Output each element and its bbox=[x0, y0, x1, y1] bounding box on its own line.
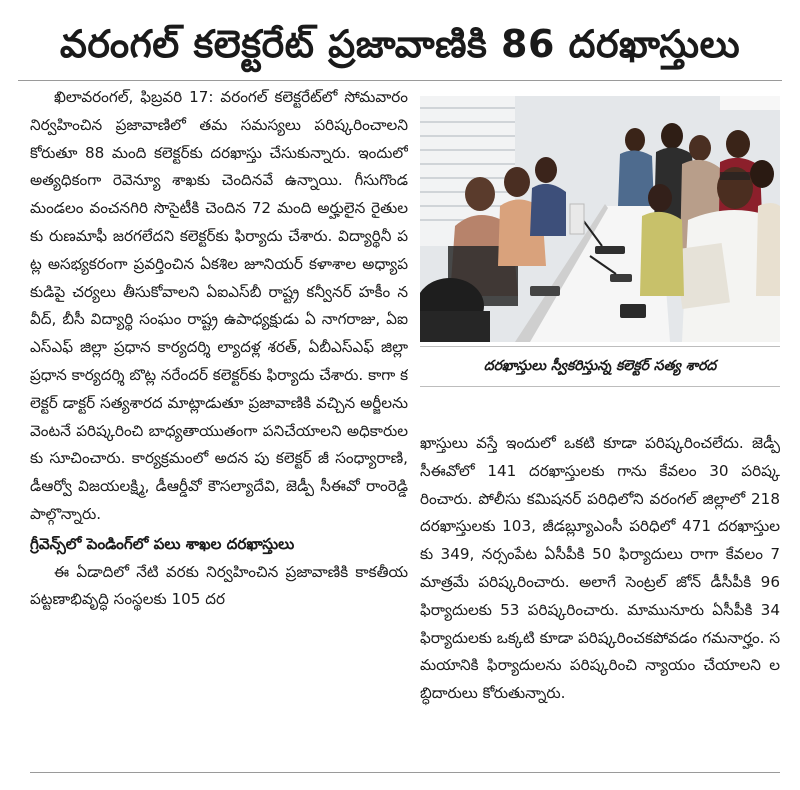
caption-divider-bottom bbox=[420, 386, 780, 387]
caption-divider-top bbox=[420, 346, 780, 347]
bottom-divider bbox=[30, 772, 780, 773]
right-column bbox=[420, 430, 780, 762]
article-body-left: ఖిలావరంగల్, ఫిబ్రవరి 17: వరంగల్ కలెక్టరేట్‌లో సోమవారం నిర్వహించిన ప్రజావాణిలో తమ సమస్యలు పరిష్కరించాలని కోరుతూ 88 మంది కలెక్టర్‌కు దరఖాస్తు చేసుకున్నారు. ఇందులో అత్యధికంగా రెవెన్యూ శాఖకు చెందినవే ఉన్నాయి. గీసుగొండ మండలం వంచనగిరి సొసైటీకి చెందిన 72 మంది అర్హులైన రైతులకు రుణమాఫీ జరగలేదని కలెక్టర్‌కు ఫిర్యాదు చేశారు. విద్యార్థినీ పట్ల అసభ్యకరంగా ప్రవర్తించిన ఏకశిల జూనియర్ కళాశాల అధ్యాపకుడిపై చర్యలు తీసుకోవాలని ఏఐఎస్‌బీ రాష్ట్ర కన్వీనర్ హకీం నవీద్, బీసీ విద్యార్థి సంఘం రాష్ట్ర ఉపాధ్యక్షుడు ఏ నాగరాజు, ఏఐఎస్‌ఎఫ్ జిల్లా ప్రధాన కార్యదర్శి ల్యాదళ్ల శరత్, ఏబీఎస్‌ఎఫ్ జిల్లా ప్రధాన కార్యదర్శి బొట్ల నరేందర్ కలెక్టర్‌కు ఫిర్యాదు చేశారు. కాగా కలెక్టర్ డాక్టర్ సత్యశారద మాట్లాడుతూ ప్రజావాణికి వచ్చిన అర్జీలను వెంటనే పరిష్కరించి బాధ్యతాయుతంగా పనిచేయాలని అధికారులకు సూచించారు. కార్యక్రమంలో అదన పు కలెక్టర్ జీ సంధ్యారాణి, డీఆర్వో విజయలక్ష్మి, డీఆర్డీవో కౌసల్యాదేవి, జెడ్పీ సీఈవో రాంరెడ్డి పాల్గొన్నారు. bbox=[30, 88, 408, 523]
left-column bbox=[30, 84, 408, 764]
news-photo bbox=[420, 96, 780, 342]
article-body-left-continued: ఈ ఏడాదిలో నేటి వరకు నిర్వహించిన ప్రజావాణికి కాకతీయ పట్టణాభివృద్ధి సంస్థలకు 105 దర bbox=[30, 562, 408, 609]
collector-meeting-photo bbox=[420, 96, 780, 342]
headline: వరంగల్ కలెక్టరేట్ ప్రజావాణికి 86 దరఖాస్తులు bbox=[59, 22, 741, 66]
article-body-right: ఖాస్తులు వస్తే ఇందులో ఒకటి కూడా పరిష్కరించలేదు. జెడ్పీ సీఈవోలో 141 దరఖాస్తులకు గాను కేవలం 30 పరిష్కరించారు. పోలీసు కమిషనర్ పరిధిలోని వరంగల్ జిల్లాలో 218 దరఖాస్తులకు 103, జీడబ్ల్యూఎంసీ పరిధిలో 471 దరఖాస్తులకు 349, నర్సంపేట ఏసీపీకి 50 ఫిర్యాదులు రాగా కేవలం 7 మాత్రమే పరిష్కరించారు. అలాగే సెంట్రల్ జోన్ డీసీపీకి 96 ఫిర్యాదులకు 53 పరిష్కరించారు. మామునూరు ఏసీపీకి 34 ఫిర్యాదులకు ఒక్కటి కూడా పరిష్కరించకపోవడం గమనార్హం. సమయానికి ఫిర్యాదులను పరిష్కరించి న్యాయం చేయాలని లబ్ధిదారులు కోరుతున్నారు. bbox=[420, 434, 780, 703]
subheading: గ్రీవెన్స్‌లో పెండింగ్‌లో పలు శాఖల దరఖాస్తులు bbox=[30, 534, 295, 553]
headline-divider bbox=[18, 80, 782, 81]
photo-caption: దరఖాస్తులు స్వీకరిస్తున్న కలెక్టర్ సత్య శారద bbox=[483, 358, 717, 374]
